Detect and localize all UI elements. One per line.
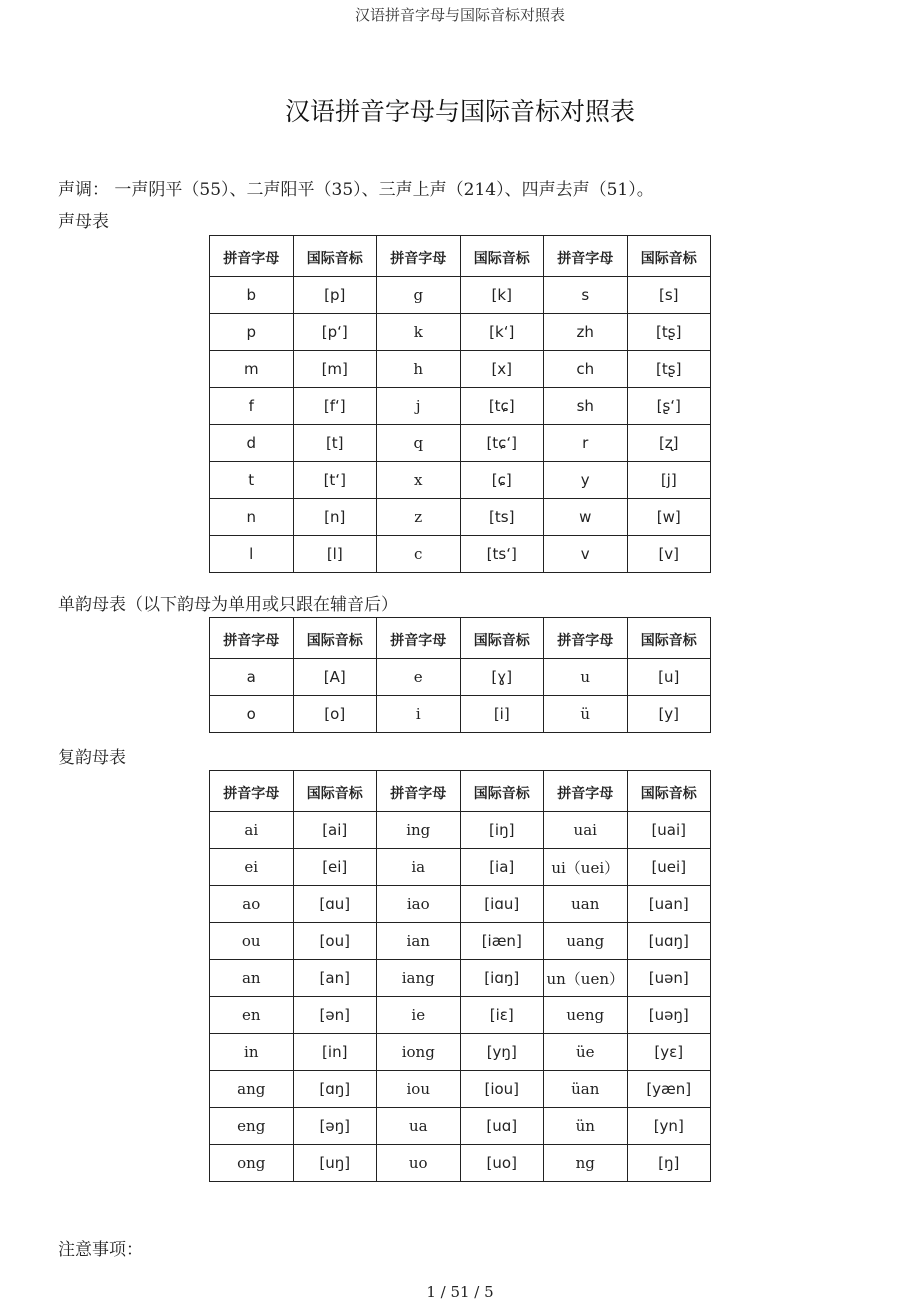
- pinyin-cell: üe: [544, 1034, 628, 1071]
- table-row: [210, 696, 711, 733]
- ipa-cell: [uɑŋ]: [627, 923, 711, 960]
- pinyin-cell: uo: [377, 1145, 461, 1182]
- pinyin-cell: uan: [544, 886, 628, 923]
- ipa-cell: [yæn]: [627, 1071, 711, 1108]
- notes-heading: 注意事项：: [58, 1240, 143, 1260]
- compound-finals-heading: 复韵母表: [58, 748, 126, 768]
- pinyin-cell: q: [377, 425, 461, 462]
- ipa-cell: [yɛ]: [627, 1034, 711, 1071]
- page-number: 1 / 51 / 5: [426, 1283, 494, 1301]
- pinyin-cell: ng: [544, 1145, 628, 1182]
- pinyin-cell: j: [377, 388, 461, 425]
- ipa-cell: [yŋ]: [460, 1034, 544, 1071]
- column-header-ipa: 国际音标: [627, 236, 711, 277]
- table-row: [210, 659, 711, 696]
- ipa-cell: [f‘]: [293, 388, 377, 425]
- pinyin-cell: w: [544, 499, 628, 536]
- pinyin-cell: d: [210, 425, 294, 462]
- table-row: [210, 812, 711, 849]
- table-row: [210, 425, 711, 462]
- ipa-cell: [iɑŋ]: [460, 960, 544, 997]
- table-row: [210, 1145, 711, 1182]
- ipa-cell: [k]: [460, 277, 544, 314]
- ipa-cell: [iŋ]: [460, 812, 544, 849]
- compound-finals-table: [209, 770, 711, 1182]
- table-header-row: [210, 771, 711, 812]
- pinyin-cell: ua: [377, 1108, 461, 1145]
- ipa-cell: [tʂ]: [627, 314, 711, 351]
- ipa-cell: [l]: [293, 536, 377, 573]
- pinyin-cell: eng: [210, 1108, 294, 1145]
- pinyin-cell: ü: [544, 696, 628, 733]
- ipa-cell: [o]: [293, 696, 377, 733]
- pinyin-cell: sh: [544, 388, 628, 425]
- pinyin-cell: k: [377, 314, 461, 351]
- pinyin-cell: ang: [210, 1071, 294, 1108]
- pinyin-cell: ong: [210, 1145, 294, 1182]
- column-header-pinyin: 拼音字母: [377, 236, 461, 277]
- ipa-cell: [uei]: [627, 849, 711, 886]
- column-header-pinyin: 拼音字母: [210, 618, 294, 659]
- ipa-cell: [iæn]: [460, 923, 544, 960]
- pinyin-cell: g: [377, 277, 461, 314]
- ipa-cell: [ʐ]: [627, 425, 711, 462]
- document-title: 汉语拼音字母与国际音标对照表: [284, 97, 635, 126]
- ipa-cell: [p]: [293, 277, 377, 314]
- ipa-cell: [yn]: [627, 1108, 711, 1145]
- ipa-cell: [p‘]: [293, 314, 377, 351]
- table-row: [210, 1071, 711, 1108]
- pinyin-cell: iou: [377, 1071, 461, 1108]
- column-header-pinyin: 拼音字母: [544, 618, 628, 659]
- pinyin-cell: ian: [377, 923, 461, 960]
- column-header-ipa: 国际音标: [627, 618, 711, 659]
- ipa-cell: [t‘]: [293, 462, 377, 499]
- pinyin-cell: iao: [377, 886, 461, 923]
- ipa-cell: [iɛ]: [460, 997, 544, 1034]
- pinyin-cell: ueng: [544, 997, 628, 1034]
- pinyin-cell: ia: [377, 849, 461, 886]
- table-header-row: [210, 236, 711, 277]
- column-header-ipa: 国际音标: [460, 618, 544, 659]
- table-row: [210, 462, 711, 499]
- table-row: [210, 277, 711, 314]
- pinyin-cell: iong: [377, 1034, 461, 1071]
- initials-heading: 声母表: [58, 212, 109, 232]
- column-header-pinyin: 拼音字母: [377, 618, 461, 659]
- ipa-cell: [x]: [460, 351, 544, 388]
- pinyin-cell: o: [210, 696, 294, 733]
- ipa-cell: [s]: [627, 277, 711, 314]
- pinyin-cell: l: [210, 536, 294, 573]
- ipa-cell: [n]: [293, 499, 377, 536]
- pinyin-cell: ch: [544, 351, 628, 388]
- pinyin-cell: ou: [210, 923, 294, 960]
- pinyin-cell: m: [210, 351, 294, 388]
- pinyin-cell: üan: [544, 1071, 628, 1108]
- pinyin-cell: en: [210, 997, 294, 1034]
- initials-table: [209, 235, 711, 573]
- ipa-cell: [A]: [293, 659, 377, 696]
- pinyin-cell: un（uen）: [544, 960, 628, 997]
- ipa-cell: [ts‘]: [460, 536, 544, 573]
- table-row: [210, 351, 711, 388]
- pinyin-cell: ie: [377, 997, 461, 1034]
- ipa-cell: [tɕ]: [460, 388, 544, 425]
- ipa-cell: [ia]: [460, 849, 544, 886]
- table-row: [210, 923, 711, 960]
- table-row: [210, 960, 711, 997]
- ipa-cell: [t]: [293, 425, 377, 462]
- pinyin-cell: iang: [377, 960, 461, 997]
- ipa-cell: [uai]: [627, 812, 711, 849]
- tones-line: 声调： 一声阴平（55）、二声阳平（35）、三声上声（214）、四声去声（51）。: [58, 180, 654, 200]
- table-row: [210, 886, 711, 923]
- pinyin-cell: ing: [377, 812, 461, 849]
- pinyin-cell: t: [210, 462, 294, 499]
- pinyin-cell: x: [377, 462, 461, 499]
- ipa-cell: [uan]: [627, 886, 711, 923]
- ipa-cell: [iou]: [460, 1071, 544, 1108]
- ipa-cell: [y]: [627, 696, 711, 733]
- table-row: [210, 314, 711, 351]
- pinyin-cell: ün: [544, 1108, 628, 1145]
- pinyin-cell: i: [377, 696, 461, 733]
- ipa-cell: [k‘]: [460, 314, 544, 351]
- ipa-cell: [ŋ]: [627, 1145, 711, 1182]
- pinyin-cell: a: [210, 659, 294, 696]
- pinyin-cell: p: [210, 314, 294, 351]
- ipa-cell: [an]: [293, 960, 377, 997]
- pinyin-cell: e: [377, 659, 461, 696]
- column-header-ipa: 国际音标: [460, 771, 544, 812]
- table-row: [210, 388, 711, 425]
- ipa-cell: [i]: [460, 696, 544, 733]
- ipa-cell: [uəŋ]: [627, 997, 711, 1034]
- ipa-cell: [ɕ]: [460, 462, 544, 499]
- table-header-row: [210, 618, 711, 659]
- pinyin-cell: ui（uei）: [544, 849, 628, 886]
- pinyin-cell: b: [210, 277, 294, 314]
- pinyin-cell: h: [377, 351, 461, 388]
- ipa-cell: [uŋ]: [293, 1145, 377, 1182]
- ipa-cell: [tʂ]: [627, 351, 711, 388]
- column-header-pinyin: 拼音字母: [544, 771, 628, 812]
- table-row: [210, 1108, 711, 1145]
- column-header-pinyin: 拼音字母: [544, 236, 628, 277]
- pinyin-cell: ei: [210, 849, 294, 886]
- column-header-ipa: 国际音标: [627, 771, 711, 812]
- pinyin-cell: u: [544, 659, 628, 696]
- table-row: [210, 849, 711, 886]
- ipa-cell: [ei]: [293, 849, 377, 886]
- ipa-cell: [tɕ‘]: [460, 425, 544, 462]
- pinyin-cell: r: [544, 425, 628, 462]
- pinyin-cell: uang: [544, 923, 628, 960]
- table-row: [210, 1034, 711, 1071]
- ipa-cell: [iɑu]: [460, 886, 544, 923]
- ipa-cell: [uo]: [460, 1145, 544, 1182]
- ipa-cell: [ən]: [293, 997, 377, 1034]
- running-header-title: 汉语拼音字母与国际音标对照表: [354, 6, 565, 24]
- ipa-cell: [ɣ]: [460, 659, 544, 696]
- simple-finals-table: [209, 617, 711, 733]
- ipa-cell: [w]: [627, 499, 711, 536]
- pinyin-cell: an: [210, 960, 294, 997]
- ipa-cell: [uɑ]: [460, 1108, 544, 1145]
- ipa-cell: [ou]: [293, 923, 377, 960]
- ipa-cell: [v]: [627, 536, 711, 573]
- table-row: [210, 536, 711, 573]
- pinyin-cell: c: [377, 536, 461, 573]
- pinyin-cell: s: [544, 277, 628, 314]
- column-header-pinyin: 拼音字母: [210, 236, 294, 277]
- pinyin-cell: v: [544, 536, 628, 573]
- pinyin-cell: f: [210, 388, 294, 425]
- pinyin-cell: ai: [210, 812, 294, 849]
- pinyin-cell: uai: [544, 812, 628, 849]
- pinyin-cell: in: [210, 1034, 294, 1071]
- column-header-ipa: 国际音标: [460, 236, 544, 277]
- table-row: [210, 997, 711, 1034]
- ipa-cell: [ts]: [460, 499, 544, 536]
- pinyin-cell: y: [544, 462, 628, 499]
- ipa-cell: [uən]: [627, 960, 711, 997]
- ipa-cell: [ɑu]: [293, 886, 377, 923]
- column-header-ipa: 国际音标: [293, 618, 377, 659]
- ipa-cell: [ai]: [293, 812, 377, 849]
- ipa-cell: [m]: [293, 351, 377, 388]
- column-header-pinyin: 拼音字母: [210, 771, 294, 812]
- pinyin-cell: ao: [210, 886, 294, 923]
- pinyin-cell: z: [377, 499, 461, 536]
- ipa-cell: [j]: [627, 462, 711, 499]
- ipa-cell: [in]: [293, 1034, 377, 1071]
- column-header-pinyin: 拼音字母: [377, 771, 461, 812]
- column-header-ipa: 国际音标: [293, 771, 377, 812]
- ipa-cell: [u]: [627, 659, 711, 696]
- ipa-cell: [ɑŋ]: [293, 1071, 377, 1108]
- ipa-cell: [ʂ‘]: [627, 388, 711, 425]
- simple-finals-heading: 单韵母表（以下韵母为单用或只跟在辅音后）: [58, 595, 398, 615]
- pinyin-cell: zh: [544, 314, 628, 351]
- column-header-ipa: 国际音标: [293, 236, 377, 277]
- ipa-cell: [əŋ]: [293, 1108, 377, 1145]
- pinyin-cell: n: [210, 499, 294, 536]
- table-row: [210, 499, 711, 536]
